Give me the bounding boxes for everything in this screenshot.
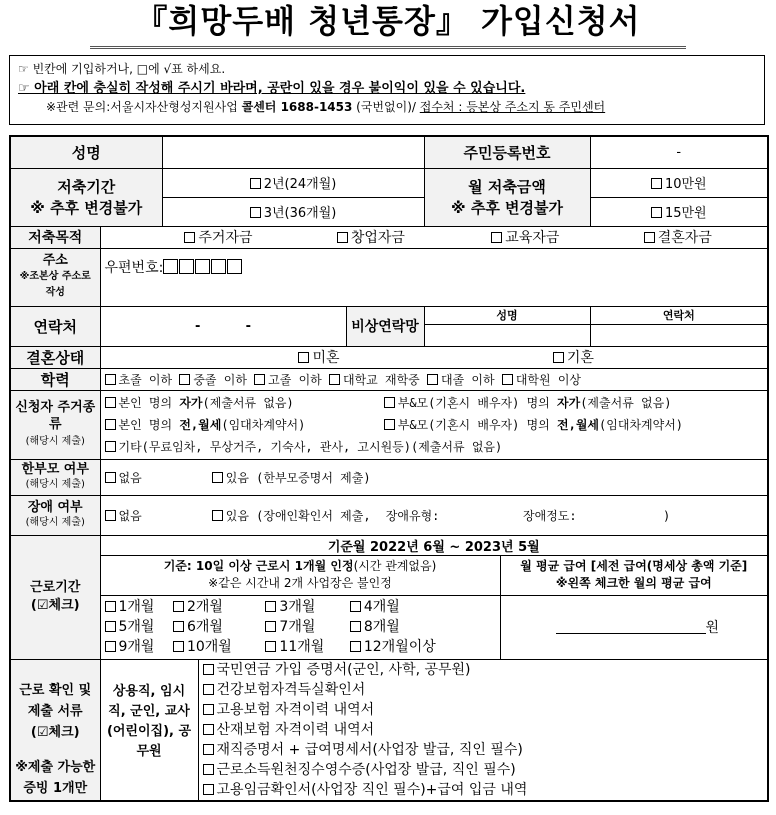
disability-degree[interactable]: 장애정도: xyxy=(523,508,577,523)
postal-box[interactable] xyxy=(163,259,178,274)
month-option[interactable]: 3개월 xyxy=(265,597,345,617)
checkbox[interactable] xyxy=(203,784,214,795)
month-option[interactable]: 8개월 xyxy=(350,619,400,635)
application-form xyxy=(9,135,769,802)
work-period-header: 기준월 2022년 6월 ~ 2023년 5월 xyxy=(100,535,768,555)
housing-label: 신청자 주거종류 (해당시 제출) xyxy=(10,390,100,459)
checkbox[interactable] xyxy=(298,352,309,363)
notice-box xyxy=(9,55,765,125)
doc-option[interactable]: 재직증명서 + 급여명세서(사업장 발급, 직인 필수) xyxy=(203,740,764,760)
docs-list xyxy=(198,659,768,801)
name-input[interactable] xyxy=(162,136,424,168)
emergency-name-input[interactable] xyxy=(424,324,590,346)
month-option[interactable]: 10개월 xyxy=(173,637,261,657)
postal-box[interactable] xyxy=(211,259,226,274)
single-parent-label: 한부모 여부 (해당시 제출) xyxy=(10,459,100,495)
postal-box[interactable] xyxy=(227,259,242,274)
checkbox[interactable] xyxy=(350,601,361,612)
emergency-phone-header: 연락처 xyxy=(590,306,768,324)
monthly-amount-label: 월 저축금액 ※ 추후 변경불가 xyxy=(424,168,590,226)
title-divider xyxy=(90,46,686,49)
checkbox[interactable] xyxy=(105,641,116,652)
emergency-label: 비상연락망 xyxy=(346,306,424,346)
single-parent-options xyxy=(100,459,768,495)
housing-rent-parent[interactable]: 부&모(기혼시 배우자) 명의 전,월세(임대차계약서) xyxy=(384,418,683,432)
checkbox[interactable] xyxy=(203,744,214,755)
checkbox[interactable] xyxy=(105,510,116,521)
housing-own-self[interactable]: 본인 명의 자가(제출서류 없음) xyxy=(105,392,377,414)
checkbox[interactable] xyxy=(179,374,190,385)
edu-option[interactable]: 대졸 이하 xyxy=(427,373,495,387)
purpose-options xyxy=(100,226,768,248)
postal-box[interactable] xyxy=(195,259,210,274)
month-option[interactable]: 2개월 xyxy=(173,597,261,617)
housing-options xyxy=(100,390,768,459)
checkbox[interactable] xyxy=(265,641,276,652)
month-option[interactable]: 9개월 xyxy=(105,637,169,657)
housing-own-parent[interactable]: 부&모(기혼시 배우자) 명의 자가(제출서류 없음) xyxy=(384,396,672,410)
doc-option[interactable]: 근로소득원천징수영수증(사업장 발급, 직인 필수) xyxy=(203,760,764,780)
disability-options xyxy=(100,495,768,535)
work-period-label: 근로기간 (☑체크) xyxy=(10,535,100,659)
notice-line-2: ☞ 아래 칸에 충실히 작성해 주시기 바라며, 공란이 있을 경우 불이익이 있을 수 있습니다. xyxy=(18,81,526,96)
marital-label: 결혼상태 xyxy=(10,346,100,368)
purpose-housing[interactable]: 주거자금 xyxy=(105,227,253,247)
marital-married[interactable]: 기혼 xyxy=(344,347,594,367)
doc-option[interactable]: 고용임금확인서(사업장 직인 필수)+급여 입금 내역 xyxy=(203,780,764,800)
checkbox[interactable] xyxy=(173,641,184,652)
marital-single[interactable]: 미혼 xyxy=(105,347,340,367)
checkbox[interactable] xyxy=(203,664,214,675)
edu-option[interactable]: 대학원 이상 xyxy=(502,373,581,387)
checkbox[interactable] xyxy=(502,374,513,385)
form-title: 『희망두배 청년통장』 가입신청서 xyxy=(135,2,641,40)
housing-other[interactable]: 기타(무료임차, 무상거주, 기숙사, 관사, 고시원등)(제출서류 없음) xyxy=(105,436,764,458)
education-options xyxy=(100,368,768,390)
checkbox[interactable] xyxy=(254,374,265,385)
checkbox[interactable] xyxy=(105,374,116,385)
emergency-name-header: 성명 xyxy=(424,306,590,324)
checkbox[interactable] xyxy=(651,178,662,189)
month-option[interactable]: 4개월 xyxy=(350,599,400,615)
disability-no[interactable]: 없음 xyxy=(105,507,205,524)
doc-option[interactable]: 국민연금 가입 증명서(군인, 사학, 공무원) xyxy=(203,660,764,680)
amount-option-15[interactable]: 15만원 xyxy=(590,197,768,226)
edu-option[interactable]: 중졸 이하 xyxy=(179,373,247,387)
checkbox[interactable] xyxy=(265,621,276,632)
salary-input[interactable]: 원 xyxy=(500,595,768,659)
checkbox[interactable] xyxy=(105,441,116,452)
housing-rent-self[interactable]: 본인 명의 전,월세(임대차계약서) xyxy=(105,414,377,436)
resident-no-input[interactable]: - xyxy=(590,136,768,168)
doc-option[interactable]: 고용보험 자격이력 내역서 xyxy=(203,700,764,720)
checkbox[interactable] xyxy=(350,641,361,652)
disability-label: 장애 여부 (해당시 제출) xyxy=(10,495,100,535)
checkbox[interactable] xyxy=(173,621,184,632)
address-label: 주소 ※조본상 주소로 작성 xyxy=(10,248,100,306)
salary-header: 월 평균 급여 [세전 급여(명세상 총액 기준] ※왼쪽 체크한 월의 평균 급여 xyxy=(500,555,768,595)
checkbox[interactable] xyxy=(337,232,348,243)
doc-option[interactable]: 건강보험자격득실확인서 xyxy=(203,680,764,700)
amount-option-10[interactable]: 10만원 xyxy=(590,168,768,197)
purpose-education[interactable]: 교육자금 xyxy=(409,227,559,247)
checkbox[interactable] xyxy=(651,207,662,218)
checkbox[interactable] xyxy=(265,601,276,612)
disability-close: ) xyxy=(663,508,671,523)
address-input[interactable]: 우편번호: xyxy=(100,248,768,306)
single-parent-yes[interactable]: 있음 (한부모증명서 제출) xyxy=(212,471,371,485)
month-option[interactable]: 6개월 xyxy=(173,617,261,637)
checkbox[interactable] xyxy=(644,232,655,243)
checkbox[interactable] xyxy=(203,684,214,695)
checkbox[interactable] xyxy=(184,232,195,243)
resident-no-label: 주민등록번호 xyxy=(424,136,590,168)
checkbox[interactable] xyxy=(384,419,395,430)
checkbox[interactable] xyxy=(105,621,116,632)
edu-option[interactable]: 대학교 재학중 xyxy=(329,373,420,387)
checkbox[interactable] xyxy=(105,472,116,483)
checkbox[interactable] xyxy=(329,374,340,385)
month-option[interactable]: 12개월이상 xyxy=(350,639,436,655)
month-option[interactable]: 1개월 xyxy=(105,597,169,617)
month-option[interactable]: 11개월 xyxy=(265,637,345,657)
month-option[interactable]: 5개월 xyxy=(105,617,169,637)
checkbox[interactable] xyxy=(212,472,223,483)
work-months xyxy=(100,595,500,659)
notice-line-1: ☞ 빈칸에 기입하거나, □에 √표 하세요. xyxy=(18,62,226,76)
purpose-label: 저축목적 xyxy=(10,226,100,248)
checkbox[interactable] xyxy=(105,419,116,430)
period-option-24[interactable]: 2년(24개월) xyxy=(162,168,424,197)
checkbox[interactable] xyxy=(203,704,214,715)
doc-option[interactable]: 산재보험 자격이력 내역서 xyxy=(203,720,764,740)
checkbox[interactable] xyxy=(350,621,361,632)
notice-line-3: ※관련 문의:서울시자산형성지원사업 콜센터 1688-1453 (국번없이)/ 접수처 : 등본상 주소지 동 주민센터 xyxy=(46,100,606,114)
single-parent-no[interactable]: 없음 xyxy=(105,469,205,486)
checkbox[interactable] xyxy=(105,601,116,612)
checkbox[interactable] xyxy=(553,352,564,363)
checkbox[interactable] xyxy=(173,601,184,612)
checkbox[interactable] xyxy=(491,232,502,243)
education-label: 학력 xyxy=(10,368,100,390)
month-option[interactable]: 7개월 xyxy=(265,617,345,637)
checkbox[interactable] xyxy=(250,207,261,218)
disability-yes[interactable]: 있음 (장애인확인서 제출, xyxy=(212,509,371,523)
savings-period-label: 저축기간 ※ 추후 변경불가 xyxy=(10,168,162,226)
disability-type[interactable]: 장애유형: xyxy=(385,508,440,523)
contact-label: 연락처 xyxy=(10,306,100,346)
contact-input[interactable]: - - xyxy=(100,306,346,346)
purpose-wedding[interactable]: 결혼자금 xyxy=(564,227,712,247)
edu-option[interactable]: 초졸 이하 xyxy=(105,373,173,387)
docs-category: 상용직, 임시직, 군인, 교사 (어린이집), 공무원 xyxy=(100,659,198,801)
checkbox[interactable] xyxy=(203,724,214,735)
checkbox[interactable] xyxy=(384,397,395,408)
marital-options xyxy=(100,346,768,368)
checkbox[interactable] xyxy=(250,178,261,189)
postal-box[interactable] xyxy=(179,259,194,274)
emergency-phone-input[interactable] xyxy=(590,324,768,346)
checkbox[interactable] xyxy=(427,374,438,385)
work-criteria: 기준: 10일 이상 근로시 1개월 인정(시간 관계없음) ※같은 시간내 2개 사업장은 불인정 xyxy=(100,555,500,595)
purpose-startup[interactable]: 창업자금 xyxy=(257,227,405,247)
name-label: 성명 xyxy=(10,136,162,168)
docs-label: 근로 확인 및 제출 서류 (☑체크) ※제출 가능한 증빙 1개만 xyxy=(10,659,100,801)
checkbox[interactable] xyxy=(203,764,214,775)
period-option-36[interactable]: 3년(36개월) xyxy=(162,197,424,226)
checkbox[interactable] xyxy=(105,397,116,408)
checkbox[interactable] xyxy=(212,510,223,521)
edu-option[interactable]: 고졸 이하 xyxy=(254,373,322,387)
salary-blank[interactable] xyxy=(556,619,706,634)
